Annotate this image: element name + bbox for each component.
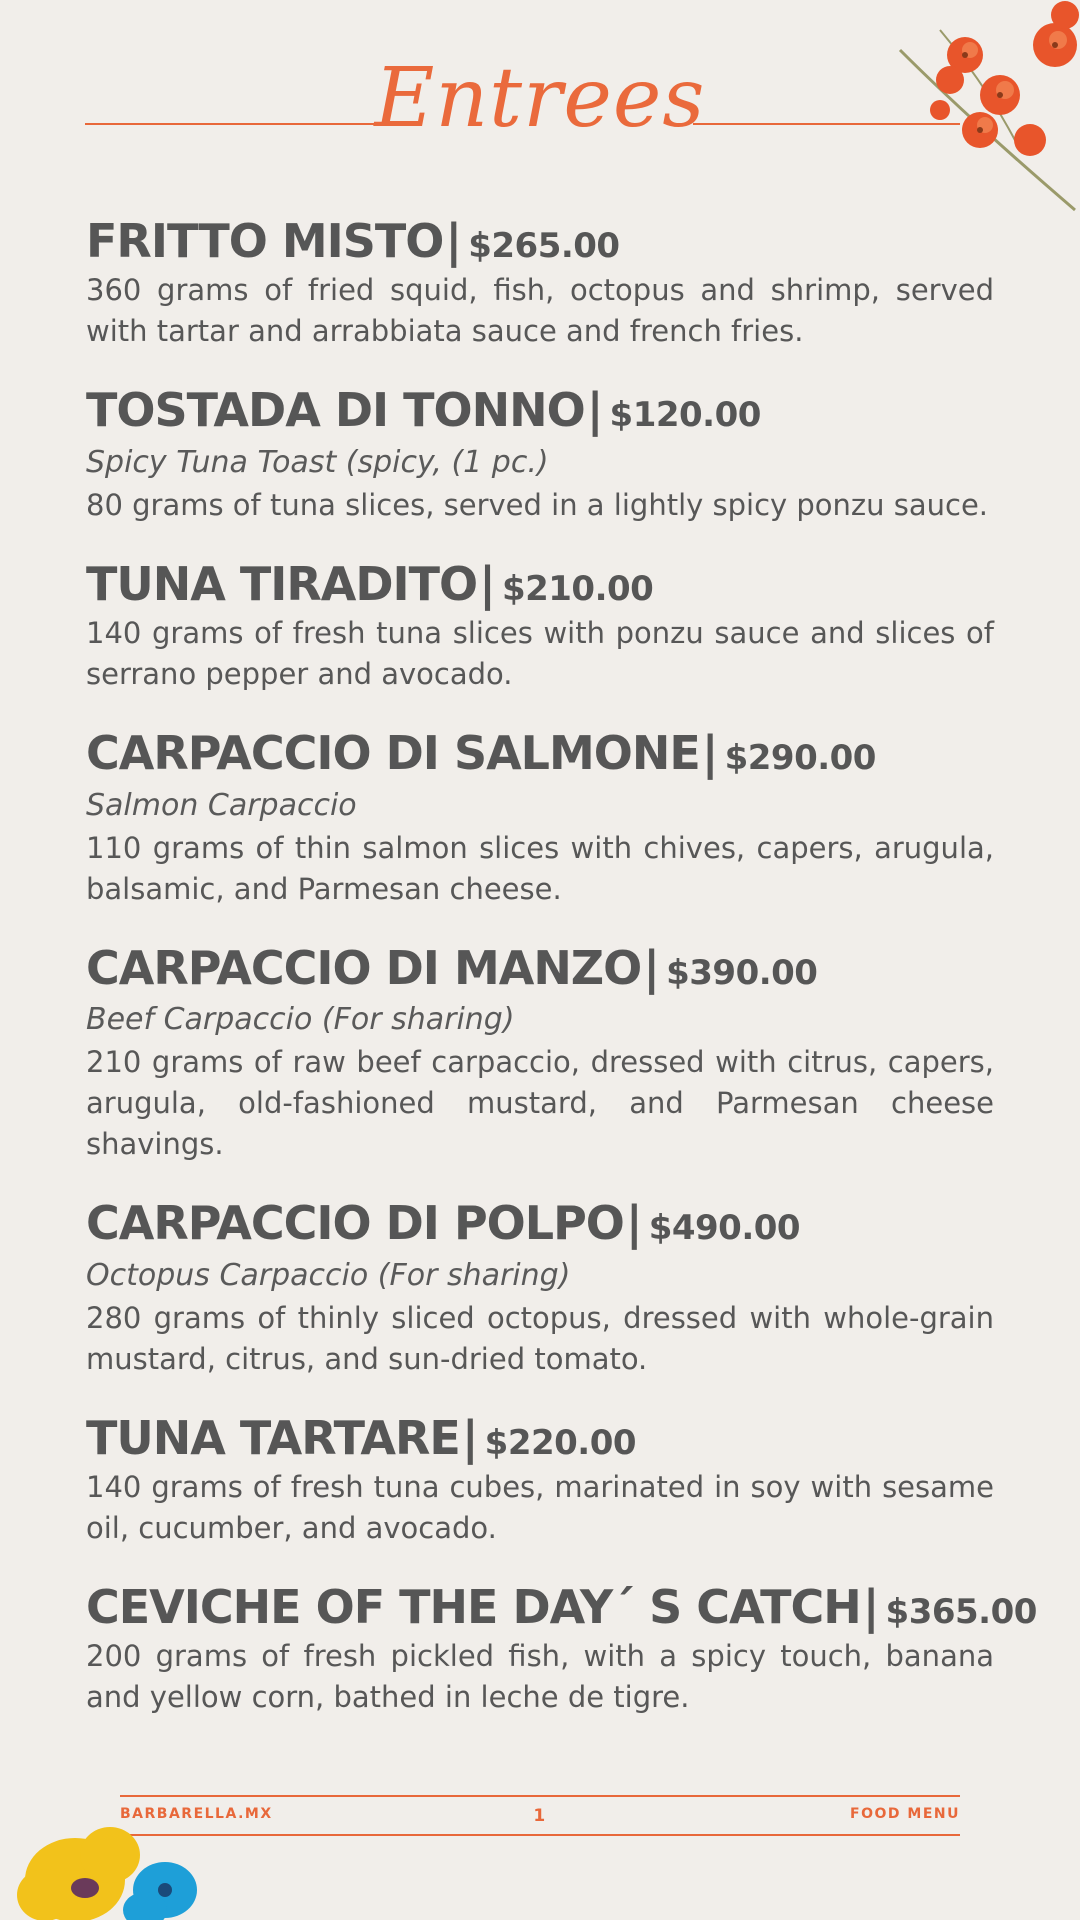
footer-rule-bottom: [120, 1834, 960, 1836]
footer-website: BARBARELLA.MX: [120, 1806, 273, 1822]
menu-item: [86, 384, 994, 526]
item-subtitle: Spicy Tuna Toast (spicy, (1 pc.): [86, 444, 549, 480]
item-price: $365.00: [885, 1592, 1037, 1633]
menu-item: [86, 727, 994, 910]
footer-rule-top: [120, 1795, 960, 1797]
flower-illustration-top: [880, 0, 1080, 220]
item-separator: |: [586, 382, 604, 437]
item-name: CARPACCIO DI POLPO: [86, 1196, 624, 1251]
menu-item: [86, 1412, 994, 1549]
item-description: 140 grams of fresh tuna cubes, marinated in soy with sesame oil, cucumber, and avocado.: [86, 1470, 994, 1546]
item-name: FRITTO MISTO: [86, 214, 444, 268]
menu-item: [86, 942, 994, 1166]
item-subtitle: Octopus Carpaccio (For sharing): [86, 1258, 571, 1294]
item-separator: |: [625, 1196, 643, 1251]
item-name: CEVICHE OF THE DAY´ S CATCH: [86, 1580, 861, 1635]
item-price: $210.00: [501, 568, 654, 609]
item-price: $490.00: [648, 1208, 801, 1249]
footer-page-number: 1: [533, 1806, 547, 1826]
item-price: $120.00: [609, 394, 761, 435]
item-separator: |: [445, 214, 463, 268]
item-price: $290.00: [724, 737, 876, 778]
item-separator: |: [701, 725, 719, 780]
menu-item: [86, 1197, 994, 1380]
item-separator: |: [461, 1411, 479, 1466]
item-name: TUNA TARTARE: [86, 1411, 460, 1466]
item-description: 80 grams of tuna slices, served in a lightly spicy ponzu sauce.: [86, 487, 989, 522]
item-separator: |: [862, 1580, 880, 1635]
item-description: 140 grams of fresh tuna slices with ponzu sauce and slices of serrano pepper and avocado.: [86, 615, 994, 691]
item-separator: |: [643, 940, 661, 995]
item-description: 210 grams of raw beef carpaccio, dressed with citrus, capers, arugula, old-fashioned mustard, and Parmesan cheese shavings.: [86, 1045, 994, 1162]
flower-illustration-bottom: [15, 1810, 205, 1920]
item-subtitle: Beef Carpaccio (For sharing): [86, 1002, 515, 1038]
menu-list: [86, 214, 1037, 1750]
item-price: $265.00: [468, 226, 620, 266]
item-name: TUNA TIRADITO: [86, 556, 478, 611]
menu-item: [86, 558, 994, 695]
item-name: CARPACCIO DI MANZO: [86, 940, 642, 995]
menu-item: [86, 1580, 1037, 1718]
page-title: Entrees: [374, 51, 706, 146]
item-name: CARPACCIO DI SALMONE: [86, 725, 700, 780]
item-price: $220.00: [484, 1423, 637, 1464]
menu-item: [86, 215, 994, 352]
item-description: 360 grams of fried squid, fish, octopus and shrimp, served with tartar and arrabbiata sauce and french fries.: [86, 272, 994, 348]
item-subtitle: Salmon Carpaccio: [86, 787, 357, 823]
item-description: 280 grams of thinly sliced octopus, dressed with whole-grain mustard, citrus, and sun-dried tomato.: [86, 1301, 994, 1377]
item-separator: |: [479, 556, 496, 611]
footer-label: FOOD MENU: [850, 1806, 960, 1822]
item-description: 200 grams of fresh pickled fish, with a spicy touch, banana and yellow corn, bathed in leche de tigre.: [86, 1639, 994, 1715]
item-description: 110 grams of thin salmon slices with chives, capers, arugula, balsamic, and Parmesan cheese.: [86, 830, 994, 906]
item-price: $390.00: [666, 952, 818, 993]
item-name: TOSTADA DI TONNO: [86, 382, 585, 437]
